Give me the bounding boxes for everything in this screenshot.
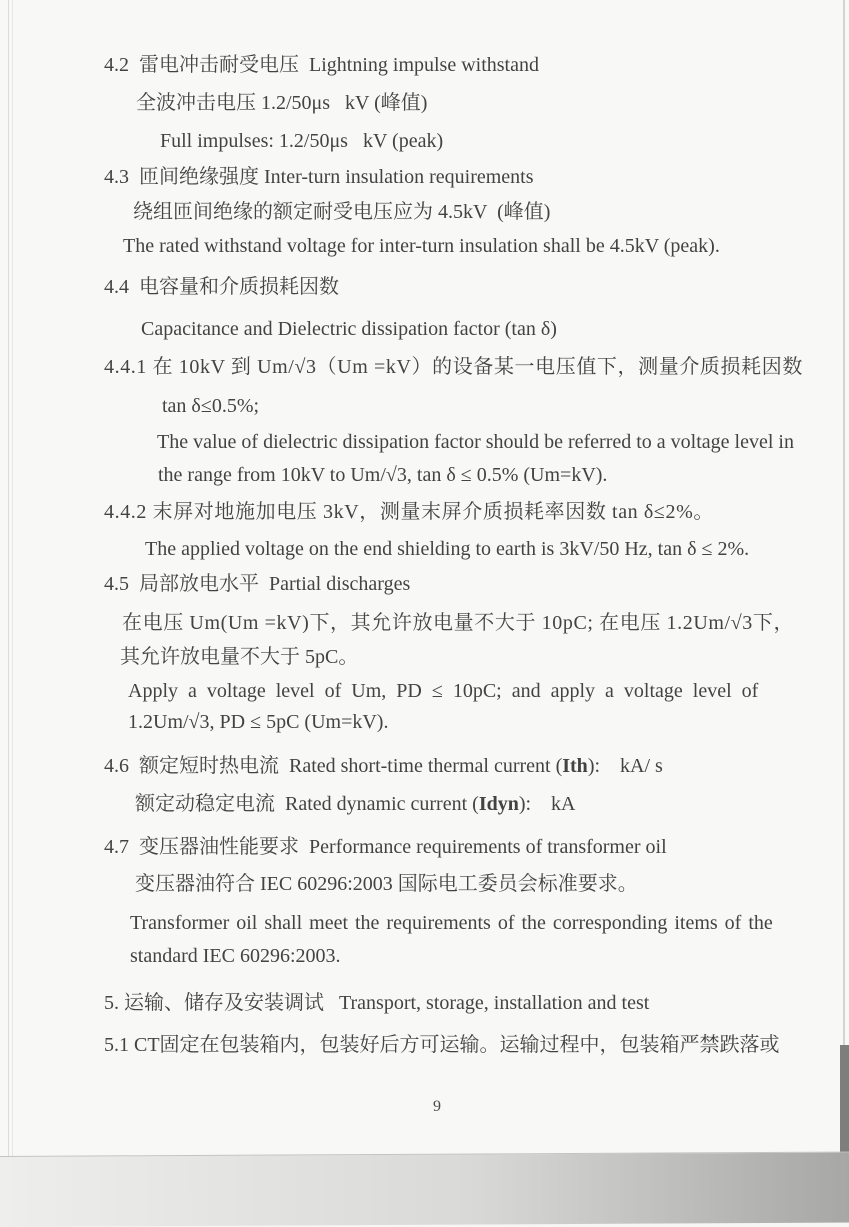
line-endshield-en: The applied voltage on the end shielding to earth is 3kV/50 Hz, tan δ ≤ 2%. <box>145 538 750 560</box>
section-4-4-1-line: 4.4.1 在 10kV 到 Um/√3（Um =kV）的设备某一电压值下，测量介质损耗因数 <box>104 356 803 378</box>
line-dissipation-en-2: the range from 10kV to Um/√3, tan δ ≤ 0.5% (Um=kV). <box>158 464 608 486</box>
line-full-impulse-en: Full impulses: 1.2/50μs kV (peak) <box>160 130 444 152</box>
idyn-label-pre: 额定动稳定电流 Rated dynamic current ( <box>135 793 479 815</box>
line-oil-en-2: standard IEC 60296:2003. <box>130 945 341 967</box>
line-tand-limit: tan δ≤0.5%; <box>162 395 260 417</box>
line-pd-cn-1: 在电压 Um(Um =kV)下，其允许放电量不大于 10pC; 在电压 1.2Um/√3下， <box>122 612 795 634</box>
line-pd-en-2: 1.2Um/√3, PD ≤ 5pC (Um=kV). <box>128 711 389 733</box>
section-5-1-line: 5.1 CT固定在包装箱内，包装好后方可运输。运输过程中，包装箱严禁跌落或 <box>104 1034 780 1056</box>
line-pd-cn-2: 其允许放电量不大于 5pC。 <box>120 646 359 668</box>
line-capacitance-en: Capacitance and Dielectric dissipation factor (tan δ) <box>141 318 557 340</box>
ith-label-post: ): kA/ s <box>587 755 663 777</box>
section-4-2-heading: 4.2 雷电冲击耐受电压 Lightning impulse withstand <box>104 54 539 76</box>
line-dynamic-current <box>135 791 576 817</box>
section-4-4-heading: 4.4 电容量和介质损耗因数 <box>104 276 339 298</box>
scan-page-edge-right <box>843 0 845 1045</box>
section-4-7-heading: 4.7 变压器油性能要求 Performance requirements of transformer oil <box>104 836 667 858</box>
scan-fold-line-left <box>8 0 9 1200</box>
section-4-5-heading: 4.5 局部放电水平 Partial discharges <box>104 573 411 595</box>
scan-fold-line-left-2 <box>12 0 13 1200</box>
page-number: 9 <box>433 1098 441 1115</box>
line-pd-en-1: Apply a voltage level of Um, PD ≤ 10pC; and apply a voltage level of <box>128 680 759 702</box>
line-dissipation-en-1: The value of dielectric dissipation factor should be referred to a voltage level in <box>157 431 794 453</box>
ith-label-pre: 4.6 额定短时热电流 Rated short-time thermal current ( <box>104 755 563 777</box>
line-interturn-cn: 绕组匝间绝缘的额定耐受电压应为 4.5kV (峰值) <box>133 201 551 223</box>
idyn-label-post: ): kA <box>518 793 576 815</box>
section-5-heading: 5. 运输、储存及安装调试 Transport, storage, installation and test <box>104 992 650 1014</box>
ith-symbol: Ith <box>562 755 588 777</box>
line-oil-en-1: Transformer oil shall meet the requirements of the corresponding items of the <box>130 912 773 934</box>
line-oil-cn: 变压器油符合 IEC 60296:2003 国际电工委员会标准要求。 <box>135 873 638 895</box>
section-4-6-heading <box>104 753 663 779</box>
line-full-impulse-cn: 全波冲击电压 1.2/50μs kV (峰值) <box>136 92 428 114</box>
section-4-4-2-line: 4.4.2 末屏对地施加电压 3kV，测量末屏介质损耗率因数 tan δ≤2%。 <box>104 501 714 523</box>
section-4-3-heading: 4.3 匝间绝缘强度 Inter-turn insulation requirements <box>104 166 534 188</box>
line-interturn-en: The rated withstand voltage for inter-turn insulation shall be 4.5kV (peak). <box>123 235 720 257</box>
idyn-symbol: Idyn <box>478 793 519 815</box>
scan-page-bottom-edge <box>0 1151 849 1227</box>
